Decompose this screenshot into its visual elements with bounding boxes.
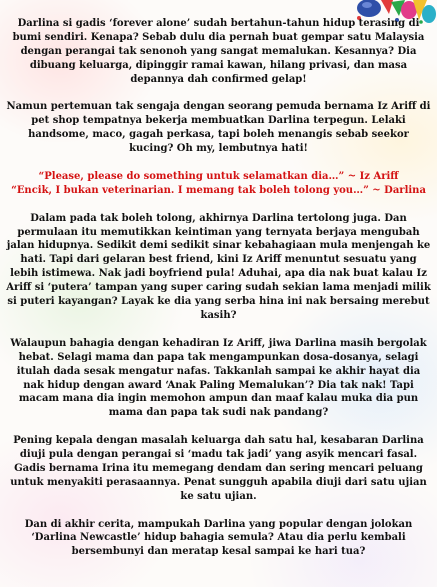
- synopsis-article: [6, 17, 431, 573]
- synopsis-paragraph-4: Walaupun bahagia dengan kehadiran Iz Ariff, jiwa Darlina masih bergolak hebat. Selagi mama dan papa tak mengampunkan dosa-dosanya, selagi itulah dada sesak mengatur nafas. Takkanlah sampai ke akhir hayat dia nak hidup dengan award ‘Anak Paling Memalukan’? Dia tak nak! Tapi macam mana dia ingin memohon ampun dan maaf kalau muka dia pun mama dan papa tak sudi nak pandang?: [10, 337, 427, 419]
- quote-darlina: “Encik, I bukan veterinarian. I memang tak boleh tolong you…” ~ Darlina: [11, 184, 426, 196]
- dialogue-quotes: [6, 170, 431, 198]
- synopsis-paragraph-1: Darlina si gadis ‘forever alone’ sudah bertahun-tahun hidup terasing di bumi sendiri. Kenapa? Sebab dulu dia pernah buat gempar satu Malaysia dengan perangai tak senonoh yang sangat memalukan. Kesannya? Dia dibuang keluarga, dipinggir ramai kawan, hilang privasi, dan masa depannya dah confirmed gelap!: [12, 18, 425, 85]
- synopsis-paragraph-2: Namun pertemuan tak sengaja dengan seorang pemuda bernama Iz Ariff di pet shop tempatnya bekerja membuatkan Darlina terpegun. Lelaki handsome, maco, gagah perkasa, tapi boleh menangis sebab seekor kucing? Oh my, lembutnya hati!: [6, 101, 431, 155]
- synopsis-paragraph-5: Pening kepala dengan masalah keluarga dah satu hal, kesabaran Darlina diuji pula dengan perangai si ‘madu tak jadi’ yang asyik mencari fasal. Gadis bernama Irina itu memegang dendam dan sering mencari peluang untuk menyakiti perasaannya. Penat sungguh apabila diuji dari satu ujian ke satu ujian.: [10, 435, 427, 502]
- synopsis-paragraph-6: Dan di akhir cerita, mampukah Darlina yang popular dengan jolokan ‘Darlina Newcastle’ hidup bahagia semula? Atau dia perlu kembali bersembunyi dan meratap kesal sampai ke hari tua?: [24, 518, 413, 558]
- quote-iz-ariff: “Please, please do something untuk selamatkan dia…” ~ Iz Ariff: [38, 170, 399, 182]
- synopsis-paragraph-3: Dalam pada tak boleh tolong, akhirnya Darlina tertolong juga. Dan permulaan itu memutikkan keintiman yang ternyata berjaya mengubah jalan hidupnya. Sedikit demi sedikit sinar kebahagiaan mula menjengah ke hati. Tapi dari gelaran best friend, kini Iz Ariff menuntut sesuatu yang lebih istimewa. Nak jadi boyfriend pula! Aduhai, apa dia nak buat kalau Iz Ariff si ‘putera’ tampan yang super caring sudah sekian lama menjadi milik si puteri kayangan? Layak ke dia yang serba hina ini nak bersaing merebut kasih?: [6, 212, 431, 321]
